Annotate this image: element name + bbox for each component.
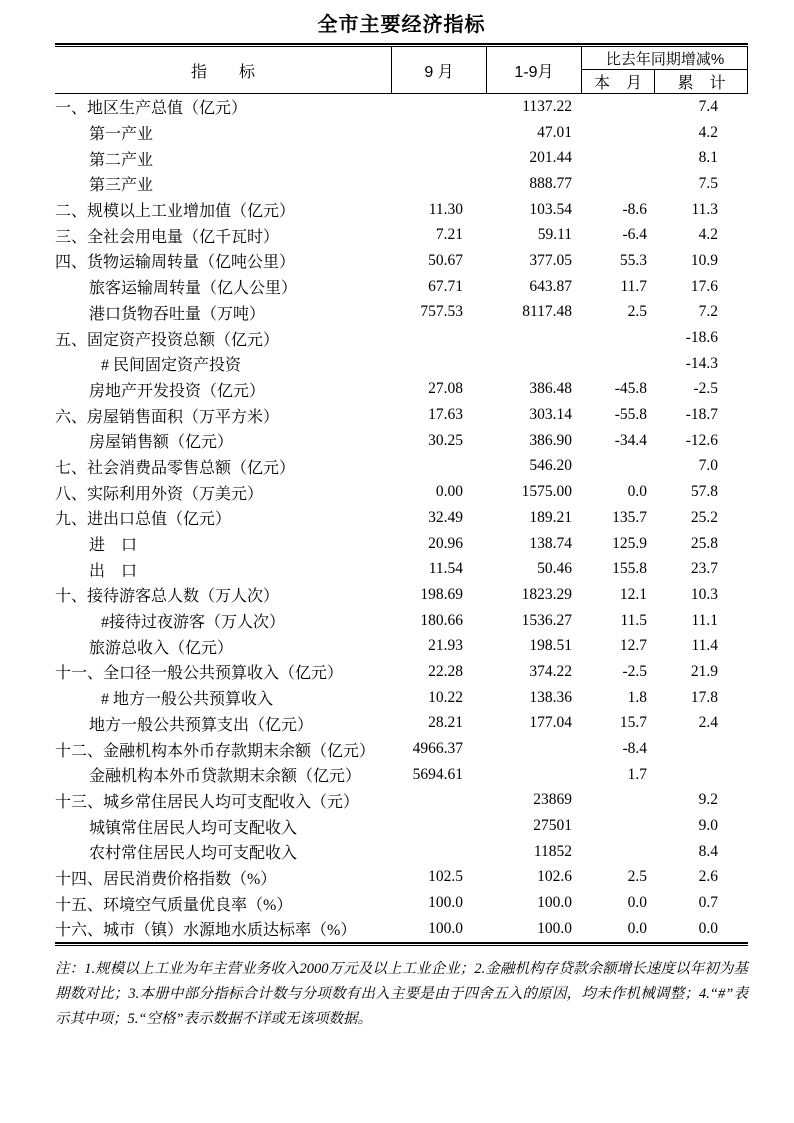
table-row: [55, 300, 748, 326]
value-month9: 757.53: [420, 303, 463, 321]
value-yoy-current-month: 15.7: [619, 714, 647, 732]
table-row: [55, 402, 748, 428]
indicator-label: 农村常住居民人均可支配收入: [89, 845, 298, 863]
value-month1to9: 138.74: [529, 534, 572, 552]
value-yoy-current-month: 11.7: [620, 277, 647, 295]
header-month9: 9 月: [392, 47, 487, 93]
indicator-label: 十一、全口径一般公共预算收入（亿元）: [55, 665, 344, 683]
value-month1to9: 546.20: [529, 457, 572, 475]
table-row: [55, 454, 748, 480]
value-month1to9: 1536.27: [521, 611, 572, 629]
value-yoy-current-month: 125.9: [612, 534, 647, 552]
value-yoy-current-month: -8.6: [622, 200, 647, 218]
indicator-label: 十二、金融机构本外币存款期末余额（亿元）: [55, 742, 376, 760]
value-month1to9: 888.77: [529, 174, 572, 192]
value-yoy-current-month: -45.8: [614, 380, 647, 398]
table-row: [55, 248, 748, 274]
value-month1to9: 138.36: [529, 688, 572, 706]
indicator-label: 十四、居民消费价格指数（%）: [55, 870, 277, 888]
value-month1to9: 23869: [533, 791, 572, 809]
table-row: [55, 531, 748, 557]
indicator-label: 房屋销售额（亿元）: [89, 434, 234, 452]
value-yoy-cumulative: -18.7: [685, 406, 718, 424]
table-row: [55, 736, 748, 762]
value-yoy-cumulative: 7.4: [698, 97, 718, 115]
header-indicator: 指 标: [55, 47, 392, 93]
indicator-label: 四、货物运输周转量（亿吨公里）: [55, 254, 296, 272]
value-yoy-cumulative: 10.3: [690, 585, 718, 603]
value-yoy-cumulative: 17.6: [690, 277, 718, 295]
value-yoy-current-month: 11.5: [620, 611, 647, 629]
indicator-label: 一、地区生产总值（亿元）: [55, 100, 248, 118]
indicator-label: # 民间固定资产投资: [101, 357, 242, 375]
value-yoy-current-month: 135.7: [612, 508, 647, 526]
value-yoy-cumulative: 0.7: [698, 894, 718, 912]
value-yoy-cumulative: 8.4: [698, 842, 718, 860]
header-month1to9: 1-9月: [487, 47, 582, 93]
value-month9: 102.5: [428, 868, 463, 886]
table-row: [55, 94, 748, 120]
value-yoy-current-month: 155.8: [612, 560, 647, 578]
indicator-label: 八、实际利用外资（万美元）: [55, 485, 264, 503]
value-month1to9: 1575.00: [521, 483, 572, 501]
value-yoy-cumulative: 4.2: [698, 226, 718, 244]
value-month9: 100.0: [428, 919, 463, 937]
table-row: [55, 325, 748, 351]
indicator-label: 三、全社会用电量（亿千瓦时）: [55, 228, 280, 246]
value-yoy-cumulative: 8.1: [698, 149, 718, 167]
table-row: [55, 788, 748, 814]
table-row: [55, 556, 748, 582]
value-month1to9: 100.0: [537, 919, 572, 937]
value-yoy-current-month: 0.0: [627, 919, 647, 937]
indicator-label: 地方一般公共预算支出（亿元）: [89, 716, 314, 734]
table-row: [55, 428, 748, 454]
value-month1to9: 643.87: [529, 277, 572, 295]
footnote: 注：1.规模以上工业为年主营业务收入2000万元及以上工业企业；2.金融机构存贷款余额增长速度以年初为基期数对比；3.本册中部分指标合计数与分项数有出入主要是由于四舍五入的原因，均未作机械调整；4.“#”表示其中项；5.“空格”表示数据不详或无该项数据。: [55, 960, 748, 1027]
value-month9: 198.69: [420, 585, 463, 603]
table-row: [55, 582, 748, 608]
indicator-label: 十、接待游客总人数（万人次）: [55, 588, 280, 606]
value-month1to9: 189.21: [529, 508, 572, 526]
value-yoy-cumulative: 4.2: [698, 123, 718, 141]
table-row: [55, 274, 748, 300]
table-row: [55, 377, 748, 403]
value-yoy-cumulative: 25.2: [690, 508, 718, 526]
indicator-label: 房地产开发投资（亿元）: [89, 382, 266, 400]
value-yoy-cumulative: 21.9: [690, 662, 718, 680]
value-yoy-cumulative: -18.6: [685, 329, 718, 347]
value-month9: 22.28: [428, 662, 463, 680]
table-row: [55, 505, 748, 531]
value-month9: 50.67: [428, 251, 463, 269]
value-month9: 0.00: [435, 483, 463, 501]
value-yoy-current-month: 2.5: [627, 868, 647, 886]
value-month9: 17.63: [428, 406, 463, 424]
header-yoy-cumulative: 累 计: [677, 75, 726, 92]
indicator-label: 六、房屋销售面积（万平方米）: [55, 408, 280, 426]
value-yoy-cumulative: 25.8: [690, 534, 718, 552]
value-month9: 100.0: [428, 894, 463, 912]
value-yoy-current-month: 2.5: [627, 303, 647, 321]
table-row: [55, 916, 748, 942]
value-yoy-current-month: 0.0: [627, 483, 647, 501]
indicator-label: 第三产业: [89, 177, 154, 195]
indicator-label: # 地方一般公共预算收入: [101, 691, 274, 709]
value-yoy-cumulative: 57.8: [690, 483, 718, 501]
table-row: [55, 145, 748, 171]
table-row: [55, 633, 748, 659]
indicator-label: 五、固定资产投资总额（亿元）: [55, 331, 280, 349]
value-yoy-current-month: 12.1: [619, 585, 647, 603]
value-yoy-current-month: -2.5: [622, 662, 647, 680]
indicator-label: 进 口: [89, 537, 138, 555]
indicator-label: 港口货物吞吐量（万吨）: [89, 305, 266, 323]
indicator-label: #接待过夜游客（万人次）: [101, 614, 286, 632]
value-yoy-current-month: 1.7: [627, 765, 647, 783]
value-yoy-current-month: 55.3: [619, 251, 647, 269]
table-header: [55, 47, 748, 94]
table-row: [55, 197, 748, 223]
page-title: 全市主要经济指标: [317, 14, 486, 36]
table-bottom-rule: [55, 942, 748, 946]
table-row: [55, 222, 748, 248]
value-month9: 20.96: [428, 534, 463, 552]
value-yoy-cumulative: 0.0: [698, 919, 718, 937]
value-month1to9: 102.6: [537, 868, 572, 886]
value-month9: 21.93: [428, 637, 463, 655]
indicator-label: 旅客运输周转量（亿人公里）: [89, 280, 298, 298]
indicator-label: 第二产业: [89, 151, 154, 169]
table-row: [55, 711, 748, 737]
value-month9: 7.21: [435, 226, 463, 244]
value-month1to9: 11852: [533, 842, 572, 860]
value-month1to9: 8117.48: [522, 303, 572, 321]
value-yoy-cumulative: 7.2: [698, 303, 718, 321]
value-yoy-cumulative: 11.1: [691, 611, 718, 629]
table-row: [55, 659, 748, 685]
indicator-label: 旅游总收入（亿元）: [89, 639, 234, 657]
value-yoy-cumulative: 7.5: [698, 174, 718, 192]
value-month9: 180.66: [420, 611, 463, 629]
value-yoy-current-month: 12.7: [619, 637, 647, 655]
value-yoy-current-month: -8.4: [622, 740, 647, 758]
table-row: [55, 351, 748, 377]
value-month1to9: 1137.22: [522, 97, 572, 115]
value-month1to9: 177.04: [529, 714, 572, 732]
value-month9: 28.21: [428, 714, 463, 732]
indicator-label: 十六、城市（镇）水源地水质达标率（%）: [55, 922, 357, 940]
value-month1to9: 50.46: [537, 560, 572, 578]
value-yoy-cumulative: 9.0: [698, 817, 718, 835]
value-month1to9: 386.48: [529, 380, 572, 398]
value-month1to9: 377.05: [529, 251, 572, 269]
value-yoy-current-month: -34.4: [614, 431, 647, 449]
table-row: [55, 171, 748, 197]
value-yoy-cumulative: 23.7: [690, 560, 718, 578]
value-month1to9: 27501: [533, 817, 572, 835]
indicator-label: 城镇常住居民人均可支配收入: [89, 819, 298, 837]
value-month9: 67.71: [428, 277, 463, 295]
table-row: [55, 120, 748, 146]
indicator-label: 金融机构本外币贷款期末余额（亿元）: [89, 768, 362, 786]
value-yoy-current-month: -6.4: [622, 226, 647, 244]
indicator-label: 第一产业: [89, 126, 154, 144]
table-row: [55, 813, 748, 839]
header-yoy-group: 比去年同期增减%: [582, 47, 748, 70]
table-body: [55, 94, 748, 942]
table-row: [55, 839, 748, 865]
value-month9: 27.08: [428, 380, 463, 398]
value-yoy-current-month: 1.8: [627, 688, 647, 706]
value-month1to9: 386.90: [529, 431, 572, 449]
value-month9: 4966.37: [412, 740, 463, 758]
value-yoy-current-month: -55.8: [614, 406, 647, 424]
indicator-label: 十三、城乡常住居民人均可支配收入（元）: [55, 793, 360, 811]
table-row: [55, 685, 748, 711]
table-row: [55, 608, 748, 634]
value-yoy-cumulative: -12.6: [685, 431, 718, 449]
value-yoy-cumulative: 2.6: [698, 868, 718, 886]
value-month1to9: 198.51: [529, 637, 572, 655]
table-row: [55, 762, 748, 788]
value-yoy-cumulative: 10.9: [690, 251, 718, 269]
value-yoy-cumulative: 11.3: [691, 200, 718, 218]
table-row: [55, 479, 748, 505]
value-yoy-current-month: 0.0: [627, 894, 647, 912]
value-yoy-cumulative: 2.4: [698, 714, 718, 732]
indicator-label: 二、规模以上工业增加值（亿元）: [55, 203, 296, 221]
value-month1to9: 374.22: [529, 662, 572, 680]
value-month9: 5694.61: [412, 765, 463, 783]
value-yoy-cumulative: 17.8: [690, 688, 718, 706]
value-month1to9: 201.44: [529, 149, 572, 167]
value-yoy-cumulative: -14.3: [685, 354, 718, 372]
table-row: [55, 890, 748, 916]
indicator-label: 十五、环境空气质量优良率（%）: [55, 896, 293, 914]
value-month9: 11.30: [428, 200, 463, 218]
value-month1to9: 1823.29: [521, 585, 572, 603]
value-month1to9: 100.0: [537, 894, 572, 912]
indicators-table: [55, 43, 748, 946]
value-month1to9: 103.54: [529, 200, 572, 218]
header-yoy-current-month: 本 月: [582, 70, 655, 93]
value-yoy-cumulative: -2.5: [693, 380, 718, 398]
value-month1to9: 303.14: [529, 406, 572, 424]
indicator-label: 出 口: [89, 562, 138, 580]
value-yoy-cumulative: 7.0: [698, 457, 718, 475]
indicator-label: 七、社会消费品零售总额（亿元）: [55, 459, 296, 477]
value-month9: 30.25: [428, 431, 463, 449]
table-row: [55, 865, 748, 891]
value-yoy-cumulative: 9.2: [698, 791, 718, 809]
indicator-label: 九、进出口总值（亿元）: [55, 511, 232, 529]
value-month1to9: 47.01: [537, 123, 572, 141]
value-month9: 10.22: [428, 688, 463, 706]
value-month9: 32.49: [428, 508, 463, 526]
value-month9: 11.54: [428, 560, 463, 578]
value-month1to9: 59.11: [537, 226, 572, 244]
value-yoy-cumulative: 11.4: [691, 637, 718, 655]
